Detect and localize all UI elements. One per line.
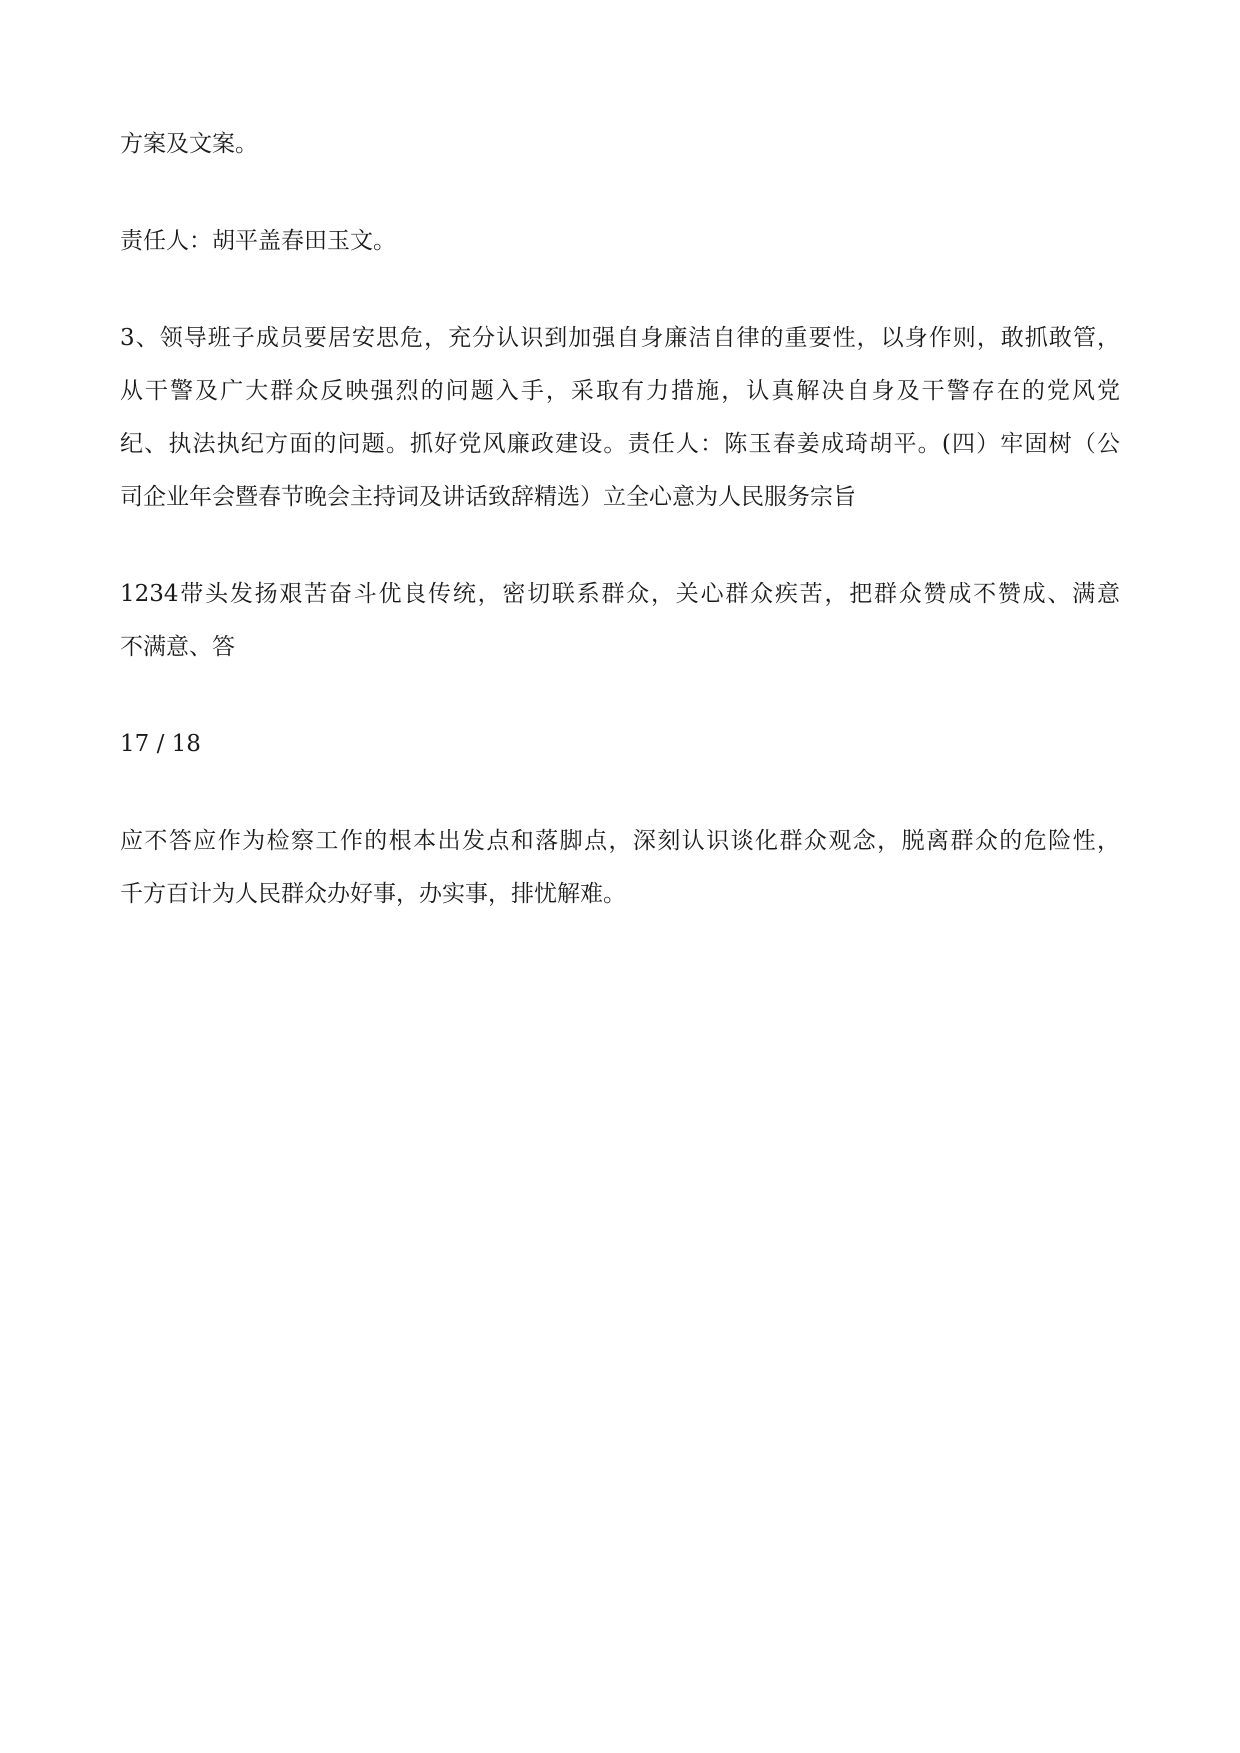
document-body: [120, 118, 1120, 965]
page-number: [120, 718, 1120, 771]
text-line: 千方百计为人民群众办好事，办实事，排忧解难。: [120, 881, 626, 907]
responsible-person-paragraph: [120, 215, 1120, 268]
paragraph: [120, 568, 1120, 674]
text-line: 方案及文案。: [120, 131, 258, 157]
page-number-text: 17 / 18: [120, 731, 201, 757]
text-line: 司企业年会暨春节晚会主持词及讲话致辞精选）立全心意为人民服务宗旨: [120, 484, 856, 510]
paragraph: [120, 815, 1120, 921]
paragraph: [120, 118, 1120, 171]
text-line: 从干警及广大群众反映强烈的问题入手，采取有力措施，认真解决自身及干警存在的党风党: [120, 378, 1120, 404]
text-line: 应不答应作为检察工作的根本出发点和落脚点，深刻认识谈化群众观念，脱离群众的危险性，: [120, 828, 1120, 854]
text-line: 责任人：胡平盖春田玉文。: [120, 228, 396, 254]
text-line: 纪、执法执纪方面的问题。抓好党风廉政建设。责任人：陈玉春姜成琦胡平。(四）牢固树（公: [120, 431, 1120, 457]
text-line: 1234带头发扬艰苦奋斗优良传统，密切联系群众，关心群众疾苦，把群众赞成不赞成、满意: [120, 581, 1120, 607]
text-line: 不满意、答: [120, 634, 235, 660]
text-line: 3、领导班子成员要居安思危，充分认识到加强自身廉洁自律的重要性，以身作则，敢抓敢管，: [120, 325, 1120, 351]
paragraph: [120, 312, 1120, 524]
